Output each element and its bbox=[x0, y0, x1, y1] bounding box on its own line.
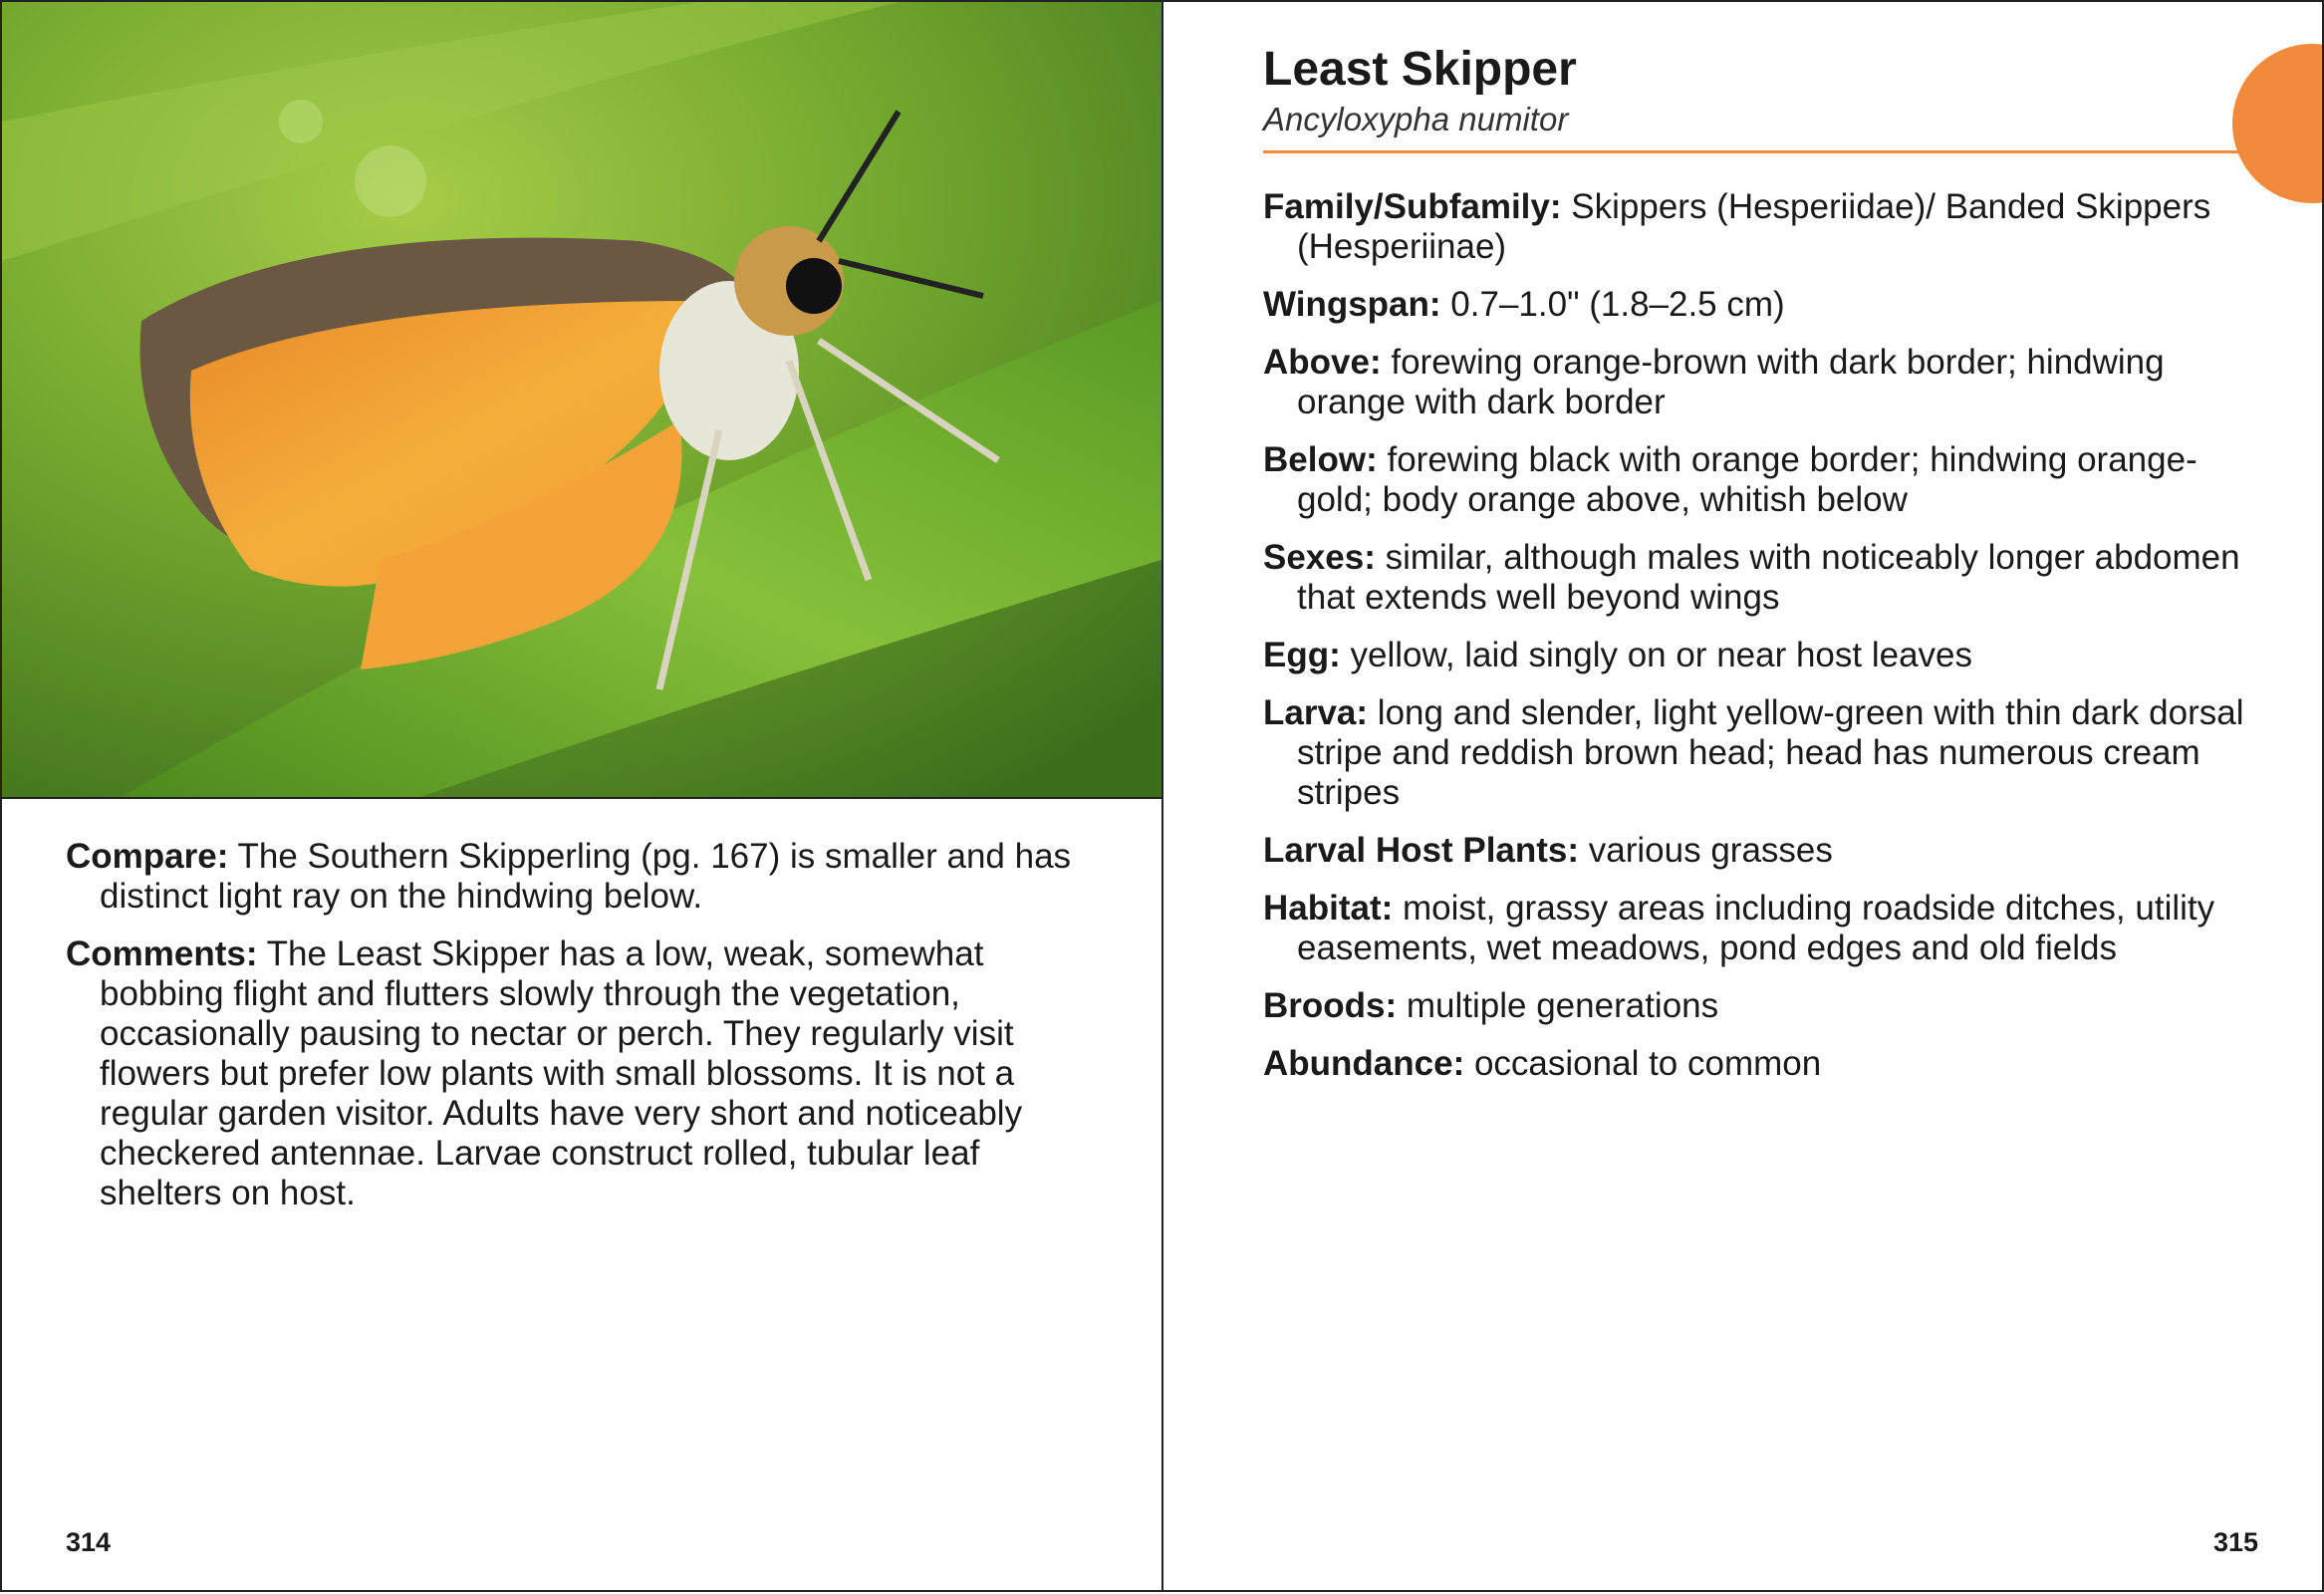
fact-habitat bbox=[1263, 889, 2259, 968]
fact-label: Sexes: bbox=[1263, 538, 1376, 577]
fact-text: occasional to common bbox=[1473, 1044, 1822, 1083]
compare-label: Compare: bbox=[66, 837, 229, 876]
comments-label: Comments: bbox=[66, 934, 258, 973]
fact-broods bbox=[1263, 986, 2259, 1026]
fact-abundance bbox=[1263, 1044, 2259, 1084]
compare-text: The Southern Skipperling (pg. 167) is smaller and has distinct light ray on the hindwing below. bbox=[100, 837, 1072, 916]
fact-larval-host-plants bbox=[1263, 831, 2259, 871]
page-number-right: 315 bbox=[2212, 1527, 2258, 1557]
fact-text: 0.7–1.0" (1.8–2.5 cm) bbox=[1450, 285, 1785, 324]
fact-label: Larval Host Plants: bbox=[1263, 831, 1580, 870]
fact-family-subfamily bbox=[1263, 187, 2259, 267]
fact-sexes bbox=[1263, 538, 2259, 618]
right-page bbox=[1162, 0, 2324, 1592]
fact-below bbox=[1263, 440, 2259, 520]
fact-text: multiple generations bbox=[1406, 986, 1719, 1025]
fact-text: long and slender, light yellow-green with thin dark dorsal stripe and reddish brown head; head has numerous cream stripes bbox=[1297, 693, 2244, 812]
page-number-left: 314 bbox=[66, 1527, 112, 1557]
title-divider bbox=[1263, 150, 2264, 153]
fact-text: various grasses bbox=[1588, 831, 1833, 870]
species-facts bbox=[1263, 187, 2259, 1102]
fact-label: Below: bbox=[1263, 440, 1378, 479]
left-page-text bbox=[66, 837, 1072, 1231]
comments-entry bbox=[66, 934, 1072, 1213]
fact-label: Family/Subfamily: bbox=[1263, 187, 1562, 226]
fact-label: Wingspan: bbox=[1263, 285, 1441, 324]
fact-wingspan bbox=[1263, 285, 2259, 325]
fact-text: forewing orange-brown with dark border; hindwing orange with dark border bbox=[1297, 343, 2165, 421]
species-title: Least Skipper bbox=[1263, 43, 1577, 96]
fact-text: Skippers (Hesperiidae)/ Banded Skippers (Hesperiinae) bbox=[1297, 187, 2211, 266]
fact-egg bbox=[1263, 636, 2259, 675]
fact-label: Egg: bbox=[1263, 636, 1341, 674]
fact-text: moist, grassy areas including roadside ditches, utility easements, wet meadows, pond edges and old fields bbox=[1297, 889, 2215, 967]
fact-above bbox=[1263, 343, 2259, 422]
fact-text: forewing black with orange border; hindwing orange-gold; body orange above, whitish below bbox=[1297, 440, 2197, 519]
fact-label: Abundance: bbox=[1263, 1044, 1465, 1083]
left-page bbox=[0, 0, 1163, 1592]
fact-label: Habitat: bbox=[1263, 889, 1394, 928]
scientific-name: Ancyloxypha numitor bbox=[1263, 101, 1569, 137]
comments-text: The Least Skipper has a low, weak, somewhat bobbing flight and flutters slowly through the vegetation, occasionally pausing to nectar or perch. They regularly visit flowers but prefer low plants with small blossoms. It is not a regular garden visitor. Adults have very short and noticeably checkered antennae. Larvae construct rolled, tubular leaf shelters on host. bbox=[100, 934, 1023, 1212]
compare-entry bbox=[66, 837, 1072, 917]
section-color-tab bbox=[2232, 44, 2324, 203]
fact-text: similar, although males with noticeably longer abdomen that extends well beyond wings bbox=[1297, 538, 2240, 617]
fact-text: yellow, laid singly on or near host leaves bbox=[1350, 636, 1973, 674]
fact-larva bbox=[1263, 693, 2259, 813]
fact-label: Broods: bbox=[1263, 986, 1398, 1025]
fact-label: Larva: bbox=[1263, 693, 1369, 732]
fact-label: Above: bbox=[1263, 343, 1382, 382]
least-skipper-butterfly-photo bbox=[2, 2, 1162, 799]
